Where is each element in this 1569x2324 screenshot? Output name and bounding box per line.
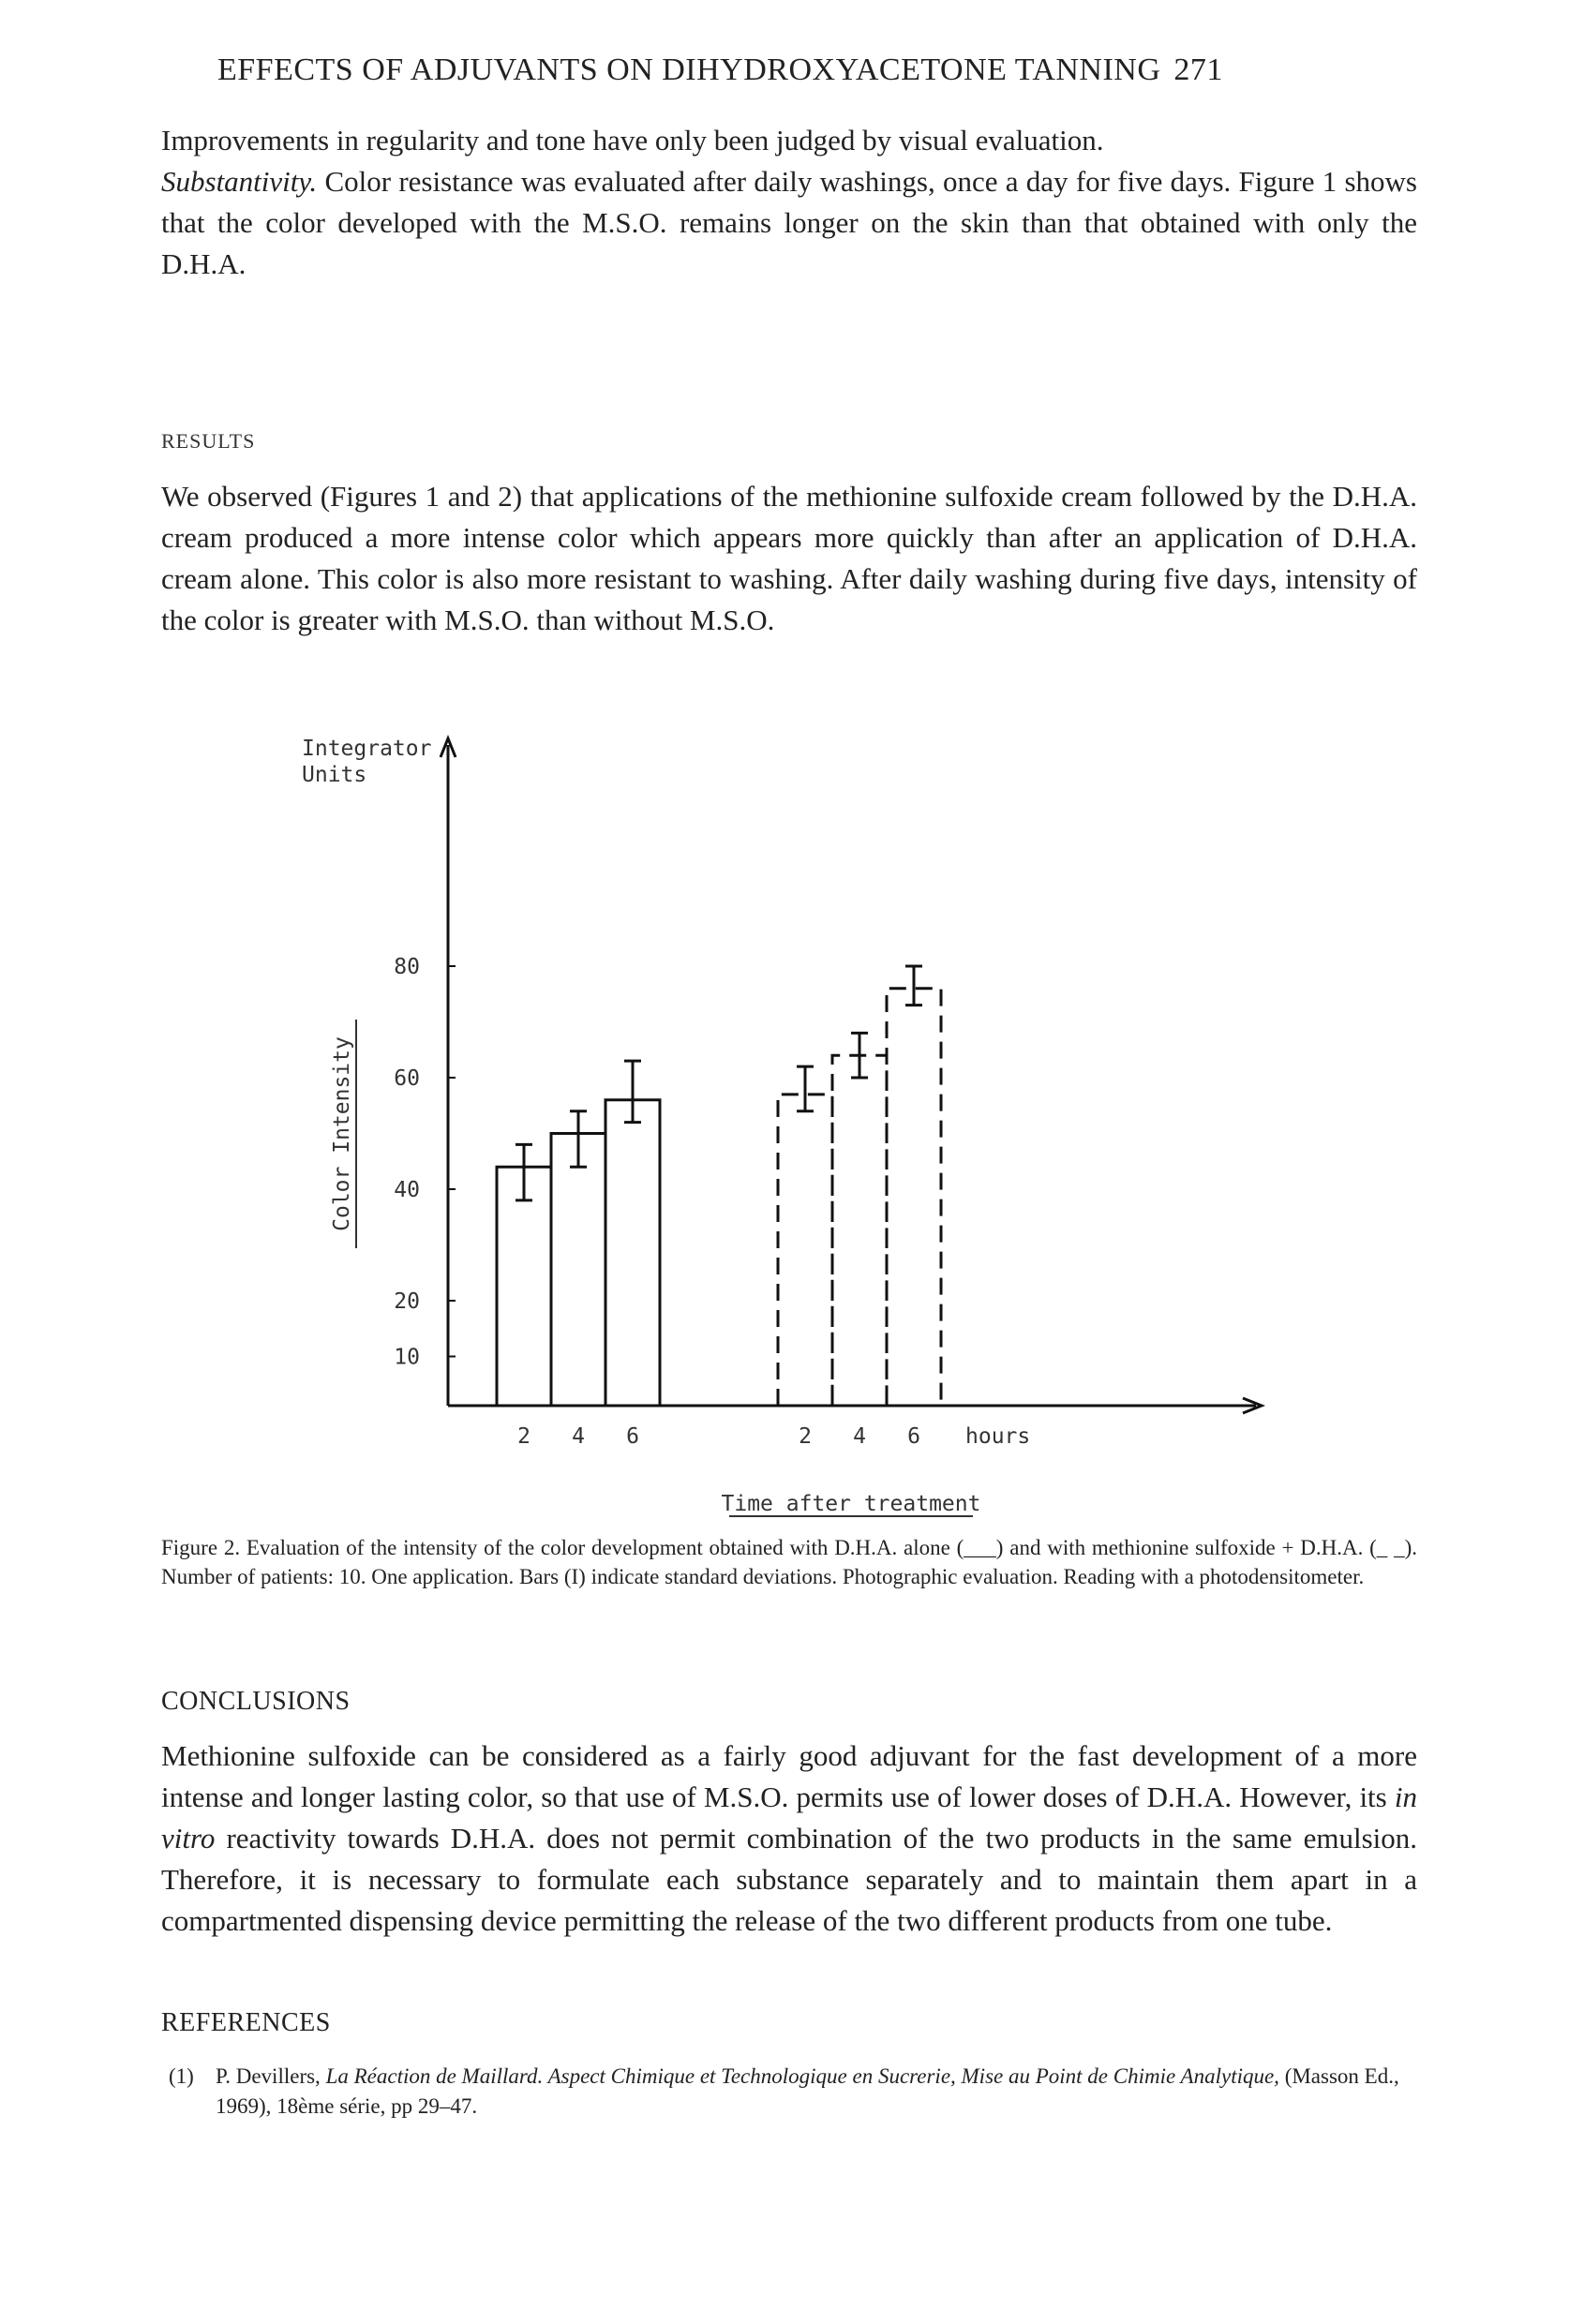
figure-label: Figure 2.: [161, 1536, 241, 1559]
figure-caption: [161, 1533, 1417, 1591]
x-tick-label: 6: [626, 1424, 639, 1449]
y-top-label-line2: Units: [302, 763, 367, 787]
bar: [832, 1055, 887, 1406]
y-tick-label: 40: [394, 1178, 420, 1202]
bar: [497, 1167, 551, 1406]
bar: [551, 1134, 605, 1407]
references-heading: REFERENCES: [161, 2008, 331, 2037]
reference-body: [216, 2062, 1417, 2122]
bar: [778, 1095, 832, 1406]
conclusions-paragraph: [161, 1736, 1417, 1942]
y-top-label-line1: Integrator: [302, 737, 432, 761]
bar: [605, 1100, 660, 1406]
reference-title: La Réaction de Maillard. Aspect Chimique et Technologique en Sucrerie, Mise au Point de Chimie Analytique,: [325, 2064, 1279, 2088]
y-tick-label: 80: [394, 955, 420, 979]
running-title: EFFECTS OF ADJUVANTS ON DIHYDROXYACETONE TANNING: [217, 52, 1161, 87]
figure-caption-text: Evaluation of the intensity of the color development obtained with D.H.A. alone (___) and with methionine sulfoxide + D.H.A. (_ _). Number of patients: 10. One application. Bars (I) indicate standard deviations. Photographic evaluation. Reading with a photodensitometer.: [161, 1536, 1417, 1588]
x-tick-label: 4: [572, 1424, 585, 1449]
x-ticks: [517, 1424, 920, 1449]
y-tick-label: 60: [394, 1066, 420, 1091]
intro-line: Improvements in regularity and tone have only been judged by visual evaluation.: [161, 124, 1104, 156]
y-axis-label: Color Intensity: [330, 1036, 354, 1231]
y-tick-label: 10: [394, 1345, 420, 1370]
y-tick-label: 20: [394, 1289, 420, 1314]
x-tick-label: 2: [799, 1424, 812, 1449]
conclusions-italic: in vitro: [161, 1780, 1417, 1855]
x-unit-label: hours: [965, 1424, 1031, 1449]
x-tick-label: 4: [853, 1424, 866, 1449]
conclusions-text-a: Methionine sulfoxide can be considered as a fairly good adjuvant for the fast development of a more intense and longer lasting color, so that use of M.S.O. permits use of lower doses of D.H.A. However, its: [161, 1739, 1417, 1813]
x-tick-label: 6: [907, 1424, 920, 1449]
results-heading: RESULTS: [161, 429, 256, 453]
page-number: 271: [1173, 52, 1223, 87]
conclusions-heading: CONCLUSIONS: [161, 1687, 351, 1716]
substantivity-text: Color resistance was evaluated after daily washings, once a day for five days. Figure 1 shows that the color developed with the M.S.O. remains longer on the skin than that obtained with only the D.H.A.: [161, 165, 1417, 280]
substantivity-label: Substantivity.: [161, 165, 318, 198]
y-ticks: [394, 955, 456, 1370]
bars: [497, 966, 941, 1406]
references-list: [161, 2062, 1417, 2122]
x-tick-label: 2: [517, 1424, 530, 1449]
reference-number: (1): [169, 2064, 194, 2088]
reference-author: P. Devillers,: [216, 2064, 326, 2088]
x-axis-label: Time after treatment: [721, 1492, 981, 1516]
results-paragraph: We observed (Figures 1 and 2) that applications of the methionine sulfoxide cream followed by the D.H.A. cream produced a more intense color which appears more quickly than after an application of D.H.A. cream alone. This color is also more resistant to washing. After daily washing during five days, intensity of the color is greater with M.S.O. than without M.S.O.: [161, 480, 1417, 636]
bar: [887, 989, 941, 1406]
reference-item: [161, 2062, 1417, 2122]
conclusions-text-b: reactivity towards D.H.A. does not permit combination of the two products in the same emulsion. Therefore, it is necessary to formulate each substance separately and to maintain them apart in a compartmented dispensing device permitting the release of the two different products from one tube.: [161, 1822, 1417, 1937]
reference-publication: (Masson Ed., 1969), 18ème série, pp 29–47.: [216, 2064, 1399, 2118]
